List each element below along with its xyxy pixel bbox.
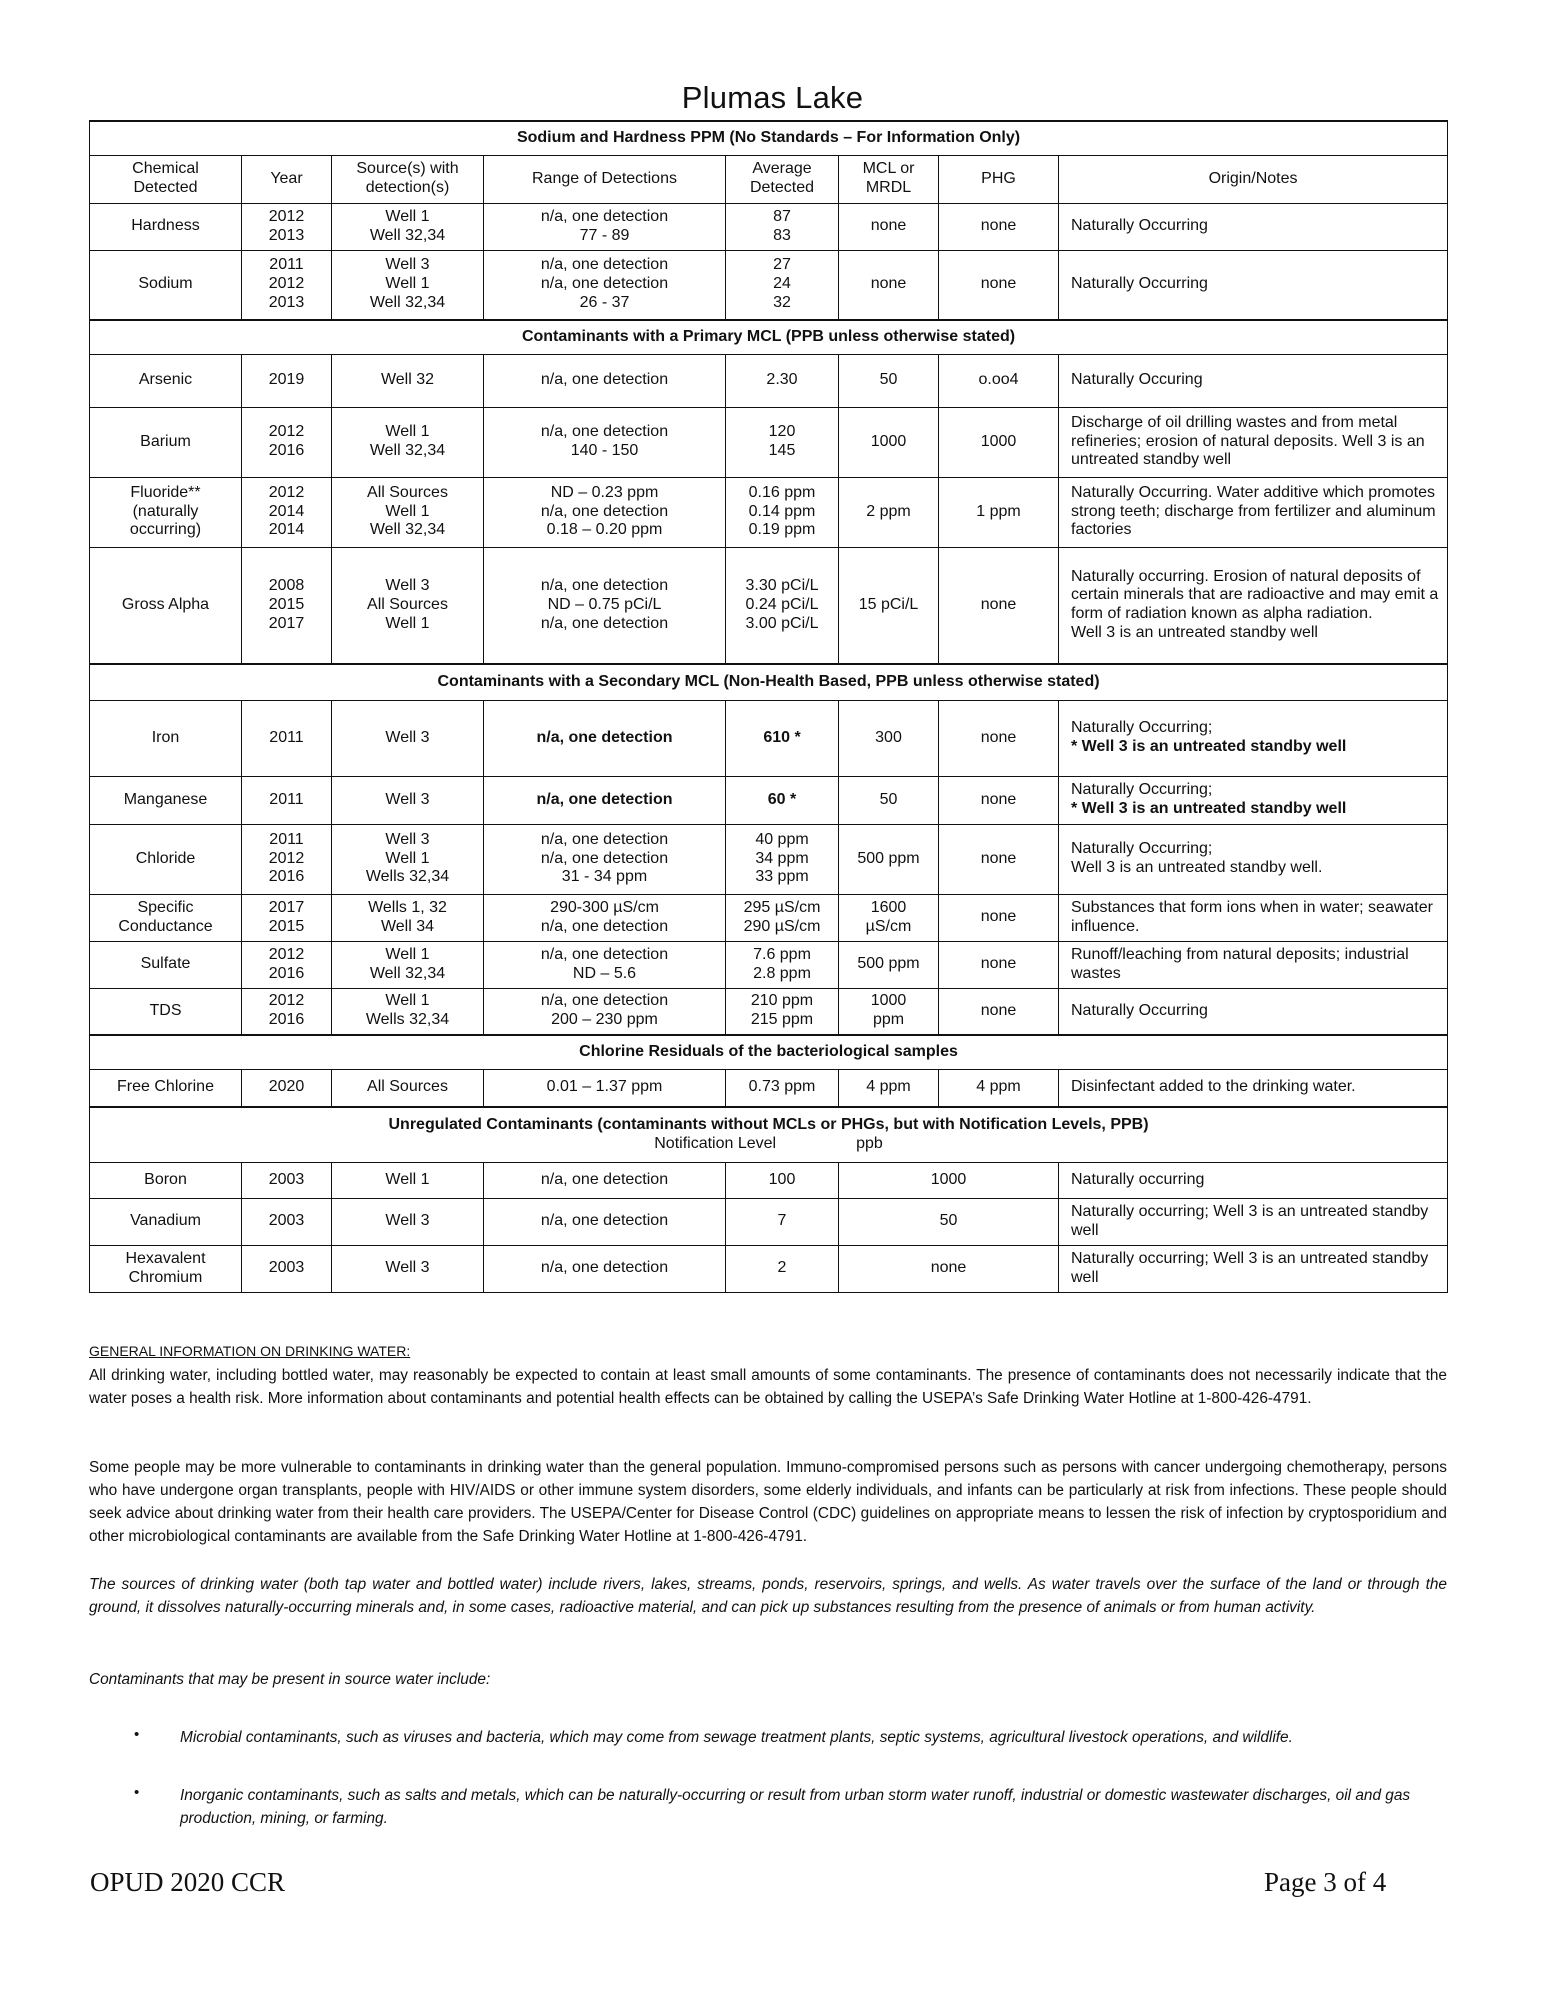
cell-source: Well 1 xyxy=(332,1162,484,1198)
cell-year: 2012 2013 xyxy=(242,203,332,250)
notes-text: Naturally Occurring; xyxy=(1071,781,1213,799)
cell-year: 2011 2012 2016 xyxy=(242,824,332,894)
footer-document-id: OPUD 2020 CCR xyxy=(90,1867,286,1897)
cell-mcl: 2 ppm xyxy=(839,477,939,547)
cell-range: n/a, one detection xyxy=(484,776,726,824)
contaminants-table xyxy=(89,120,1448,1293)
cell-chemical: Free Chlorine xyxy=(90,1069,242,1107)
header-average: Average Detected xyxy=(726,155,839,203)
table-row-manganese xyxy=(90,776,1448,824)
cell-average: 0.73 ppm xyxy=(726,1069,839,1107)
cell-range: n/a, one detection 140 - 150 xyxy=(484,407,726,477)
table-row-tds xyxy=(90,988,1448,1035)
info-paragraph-1: All drinking water, including bottled water, may reasonably be expected to contain at least small amounts of some contaminants. The presence of contaminants does not necessarily indicate that the water poses a health risk. More information about contaminants and potential health effects can be obtained by calling the USEPA’s Safe Drinking Water Hotline at 1-800-426-4791. xyxy=(89,1367,1447,1408)
cell-range: 0.01 – 1.37 ppm xyxy=(484,1069,726,1107)
bullet-icon: • xyxy=(134,1726,140,1743)
cell-year: 2012 2016 xyxy=(242,941,332,988)
cell-source: All Sources Well 1 Well 32,34 xyxy=(332,477,484,547)
cell-source: Well 32 xyxy=(332,354,484,407)
table-row-hexavalent-chromium xyxy=(90,1245,1448,1292)
section-header-chlorine: Chlorine Residuals of the bacteriological samples xyxy=(90,1035,1448,1069)
table-row-chloride xyxy=(90,824,1448,894)
cell-notes: Runoff/leaching from natural deposits; industrial wastes xyxy=(1059,941,1448,988)
cell-average: 3.30 pCi/L 0.24 pCi/L 3.00 pCi/L xyxy=(726,547,839,664)
cell-mcl: 1600 µS/cm xyxy=(839,894,939,941)
table-header-row xyxy=(90,155,1448,203)
section-header-unregulated xyxy=(90,1107,1448,1162)
cell-mcl: 1000 ppm xyxy=(839,988,939,1035)
header-chemical: Chemical Detected xyxy=(90,155,242,203)
header-mcl: MCL or MRDL xyxy=(839,155,939,203)
cell-notes: Naturally Occurring xyxy=(1059,250,1448,320)
cell-year: 2003 xyxy=(242,1198,332,1245)
cell-phg: 1000 xyxy=(939,407,1059,477)
cell-phg: 1 ppm xyxy=(939,477,1059,547)
cell-source: Well 3 Well 1 Well 32,34 xyxy=(332,250,484,320)
cell-chemical: Sodium xyxy=(90,250,242,320)
table-row-free-chlorine xyxy=(90,1069,1448,1107)
cell-range: n/a, one detection n/a, one detection 26 - 37 xyxy=(484,250,726,320)
table-row-specific-conductance xyxy=(90,894,1448,941)
cell-range: ND – 0.23 ppm n/a, one detection 0.18 – 0.20 ppm xyxy=(484,477,726,547)
cell-chemical: Hexavalent Chromium xyxy=(90,1245,242,1292)
cell-notification-level: 100 xyxy=(726,1162,839,1198)
cell-year: 2019 xyxy=(242,354,332,407)
cell-source: Well 1 Well 32,34 xyxy=(332,407,484,477)
table-row-boron xyxy=(90,1162,1448,1198)
cell-chemical: Arsenic xyxy=(90,354,242,407)
cell-mcl: 300 xyxy=(839,700,939,776)
cell-average: 27 24 32 xyxy=(726,250,839,320)
unregulated-title: Unregulated Contaminants (contaminants without MCLs or PHGs, but with Notification Levels, PPB) xyxy=(388,1115,1149,1133)
bullet-icon: • xyxy=(134,1784,140,1801)
cell-average: 120 145 xyxy=(726,407,839,477)
cell-average: 2.30 xyxy=(726,354,839,407)
table-row-arsenic xyxy=(90,354,1448,407)
cell-range: n/a, one detection xyxy=(484,1162,726,1198)
bullet-item-inorganic: Inorganic contaminants, such as salts and metals, which can be naturally-occurring or result from urban storm water runoff, industrial or domestic wastewater discharges, oil and gas production, mining, or farming. xyxy=(180,1787,1411,1828)
cell-range: n/a, one detection 77 - 89 xyxy=(484,203,726,250)
table-row-vanadium xyxy=(90,1198,1448,1245)
cell-chemical: Fluoride** (naturally occurring) xyxy=(90,477,242,547)
cell-average: 7.6 ppm 2.8 ppm xyxy=(726,941,839,988)
info-paragraph-2: Some people may be more vulnerable to contaminants in drinking water than the general population. Immuno-compromised persons such as persons with cancer undergoing chemotherapy, persons who have undergone organ transplants, people with HIV/AIDS or other immune system disorders, some elderly individuals, and infants can be particularly at risk from infections. These people should seek advice about drinking water from their health care providers. The USEPA/Center for Disease Control (CDC) guidelines on appropriate means to lessen the risk of infection by cryptosporidium and other microbiological contaminants are available from the Safe Drinking Water Hotline at 1-800-426-4791. xyxy=(89,1459,1447,1546)
cell-phg: none xyxy=(939,894,1059,941)
cell-notes: Substances that form ions when in water; seawater influence. xyxy=(1059,894,1448,941)
table-row-barium xyxy=(90,407,1448,477)
cell-source: Well 1 Well 32,34 xyxy=(332,203,484,250)
cell-range: n/a, one detection xyxy=(484,354,726,407)
cell-mcl: 15 pCi/L xyxy=(839,547,939,664)
notes-bold-text: * Well 3 is an untreated standby well xyxy=(1071,800,1347,817)
cell-notes: Disinfectant added to the drinking water. xyxy=(1059,1069,1448,1107)
cell-notes xyxy=(1059,700,1448,776)
cell-phg: none xyxy=(939,824,1059,894)
cell-phg: none xyxy=(939,941,1059,988)
cell-notes: Naturally Occurring xyxy=(1059,203,1448,250)
cell-ppb: 50 xyxy=(839,1198,1059,1245)
cell-chemical: Specific Conductance xyxy=(90,894,242,941)
cell-mcl: 500 ppm xyxy=(839,824,939,894)
section-header-sodium: Sodium and Hardness PPM (No Standards – For Information Only) xyxy=(90,121,1448,155)
cell-mcl: 500 ppm xyxy=(839,941,939,988)
cell-source: Wells 1, 32 Well 34 xyxy=(332,894,484,941)
cell-phg: none xyxy=(939,776,1059,824)
cell-source: Well 3 xyxy=(332,776,484,824)
cell-chemical: Vanadium xyxy=(90,1198,242,1245)
cell-average: 210 ppm 215 ppm xyxy=(726,988,839,1035)
header-year: Year xyxy=(242,155,332,203)
cell-year: 2012 2016 xyxy=(242,407,332,477)
cell-ppb: 1000 xyxy=(839,1162,1059,1198)
cell-range: n/a, one detection ND – 5.6 xyxy=(484,941,726,988)
cell-phg: o.oo4 xyxy=(939,354,1059,407)
cell-mcl: 1000 xyxy=(839,407,939,477)
notes-text: Naturally Occurring; xyxy=(1071,719,1213,737)
cell-range: n/a, one detection xyxy=(484,1245,726,1292)
cell-notes xyxy=(1059,776,1448,824)
cell-chemical: Chloride xyxy=(90,824,242,894)
cell-chemical: Manganese xyxy=(90,776,242,824)
table-row-fluoride xyxy=(90,477,1448,547)
cell-source: Well 3 xyxy=(332,1198,484,1245)
cell-ppb: none xyxy=(839,1245,1059,1292)
cell-average: 610 * xyxy=(726,700,839,776)
cell-average: 60 * xyxy=(726,776,839,824)
table-row-sulfate xyxy=(90,941,1448,988)
cell-average: 87 83 xyxy=(726,203,839,250)
cell-phg: none xyxy=(939,988,1059,1035)
cell-mcl: 50 xyxy=(839,776,939,824)
cell-phg: none xyxy=(939,203,1059,250)
cell-mcl: 4 ppm xyxy=(839,1069,939,1107)
header-phg: PHG xyxy=(939,155,1059,203)
cell-source: Well 1 Wells 32,34 xyxy=(332,988,484,1035)
cell-range: n/a, one detection n/a, one detection 31 - 34 ppm xyxy=(484,824,726,894)
cell-notes: Naturally Occurring xyxy=(1059,988,1448,1035)
cell-year: 2020 xyxy=(242,1069,332,1107)
cell-source: Well 3 All Sources Well 1 xyxy=(332,547,484,664)
cell-notes: Naturally occurring; Well 3 is an untreated standby well xyxy=(1059,1245,1448,1292)
bullet-item-microbial: Microbial contaminants, such as viruses and bacteria, which may come from sewage treatment plants, septic systems, agricultural livestock operations, and wildlife. xyxy=(180,1729,1293,1746)
cell-year: 2017 2015 xyxy=(242,894,332,941)
cell-chemical: Boron xyxy=(90,1162,242,1198)
cell-notification-level: 7 xyxy=(726,1198,839,1245)
cell-phg: none xyxy=(939,547,1059,664)
notes-bold-text: * Well 3 is an untreated standby well xyxy=(1071,738,1347,755)
cell-range: n/a, one detection xyxy=(484,700,726,776)
cell-year: 2011 xyxy=(242,776,332,824)
cell-year: 2012 2016 xyxy=(242,988,332,1035)
cell-year: 2003 xyxy=(242,1245,332,1292)
cell-notes: Naturally Occuring xyxy=(1059,354,1448,407)
cell-mcl: none xyxy=(839,203,939,250)
info-paragraph-4: Contaminants that may be present in source water include: xyxy=(89,1671,491,1688)
cell-phg: 4 ppm xyxy=(939,1069,1059,1107)
cell-chemical: TDS xyxy=(90,988,242,1035)
cell-mcl: 50 xyxy=(839,354,939,407)
page-title: Plumas Lake xyxy=(681,80,864,115)
cell-source: Well 3 Well 1 Wells 32,34 xyxy=(332,824,484,894)
cell-range: n/a, one detection 200 – 230 ppm xyxy=(484,988,726,1035)
section-header-primary: Contaminants with a Primary MCL (PPB unless otherwise stated) xyxy=(90,320,1448,354)
header-notes: Origin/Notes xyxy=(1059,155,1448,203)
table-row-hardness xyxy=(90,203,1448,250)
cell-chemical: Hardness xyxy=(90,203,242,250)
cell-range: n/a, one detection ND – 0.75 pCi/L n/a, one detection xyxy=(484,547,726,664)
cell-notes: Naturally occurring; Well 3 is an untreated standby well xyxy=(1059,1198,1448,1245)
cell-notes: Naturally Occurring; Well 3 is an untreated standby well. xyxy=(1059,824,1448,894)
cell-average: 40 ppm 34 ppm 33 ppm xyxy=(726,824,839,894)
cell-phg: none xyxy=(939,250,1059,320)
header-range: Range of Detections xyxy=(484,155,726,203)
cell-range: n/a, one detection xyxy=(484,1198,726,1245)
cell-source: All Sources xyxy=(332,1069,484,1107)
cell-phg: none xyxy=(939,700,1059,776)
header-sources: Source(s) with detection(s) xyxy=(332,155,484,203)
cell-year: 2012 2014 2014 xyxy=(242,477,332,547)
cell-source: Well 3 xyxy=(332,700,484,776)
cell-chemical: Gross Alpha xyxy=(90,547,242,664)
table-row-gross-alpha xyxy=(90,547,1448,664)
unregulated-subheader: Notification Level ppb xyxy=(654,1134,883,1152)
cell-notes: Naturally Occurring. Water additive which promotes strong teeth; discharge from fertilizer and aluminum factories xyxy=(1059,477,1448,547)
cell-chemical: Barium xyxy=(90,407,242,477)
footer-page-number: Page 3 of 4 xyxy=(1264,1867,1387,1897)
cell-average: 295 µS/cm 290 µS/cm xyxy=(726,894,839,941)
cell-year: 2011 2012 2013 xyxy=(242,250,332,320)
table-row-sodium xyxy=(90,250,1448,320)
table-row-iron xyxy=(90,700,1448,776)
cell-notes: Naturally occurring xyxy=(1059,1162,1448,1198)
info-heading: GENERAL INFORMATION ON DRINKING WATER: xyxy=(89,1343,411,1359)
info-paragraph-3: The sources of drinking water (both tap water and bottled water) include rivers, lakes, streams, ponds, reservoirs, springs, and wells. As water travels over the surface of the land or through the ground, it dissolves naturally-occurring minerals and, in some cases, radioactive material, and can pick up substances resulting from the presence of animals or from human activity. xyxy=(89,1576,1447,1617)
cell-notes: Naturally occurring. Erosion of natural deposits of certain minerals that are radioactive and may emit a form of radiation known as alpha radiation. Well 3 is an untreated standby well xyxy=(1059,547,1448,664)
cell-mcl: none xyxy=(839,250,939,320)
section-header-secondary: Contaminants with a Secondary MCL (Non-Health Based, PPB unless otherwise stated) xyxy=(90,664,1448,700)
cell-notification-level: 2 xyxy=(726,1245,839,1292)
cell-source: Well 1 Well 32,34 xyxy=(332,941,484,988)
cell-range: 290-300 µS/cm n/a, one detection xyxy=(484,894,726,941)
cell-year: 2003 xyxy=(242,1162,332,1198)
cell-average: 0.16 ppm 0.14 ppm 0.19 ppm xyxy=(726,477,839,547)
cell-notes: Discharge of oil drilling wastes and from metal refineries; erosion of natural deposits. Well 3 is an untreated standby well xyxy=(1059,407,1448,477)
cell-source: Well 3 xyxy=(332,1245,484,1292)
cell-chemical: Iron xyxy=(90,700,242,776)
cell-chemical: Sulfate xyxy=(90,941,242,988)
cell-year: 2008 2015 2017 xyxy=(242,547,332,664)
cell-year: 2011 xyxy=(242,700,332,776)
